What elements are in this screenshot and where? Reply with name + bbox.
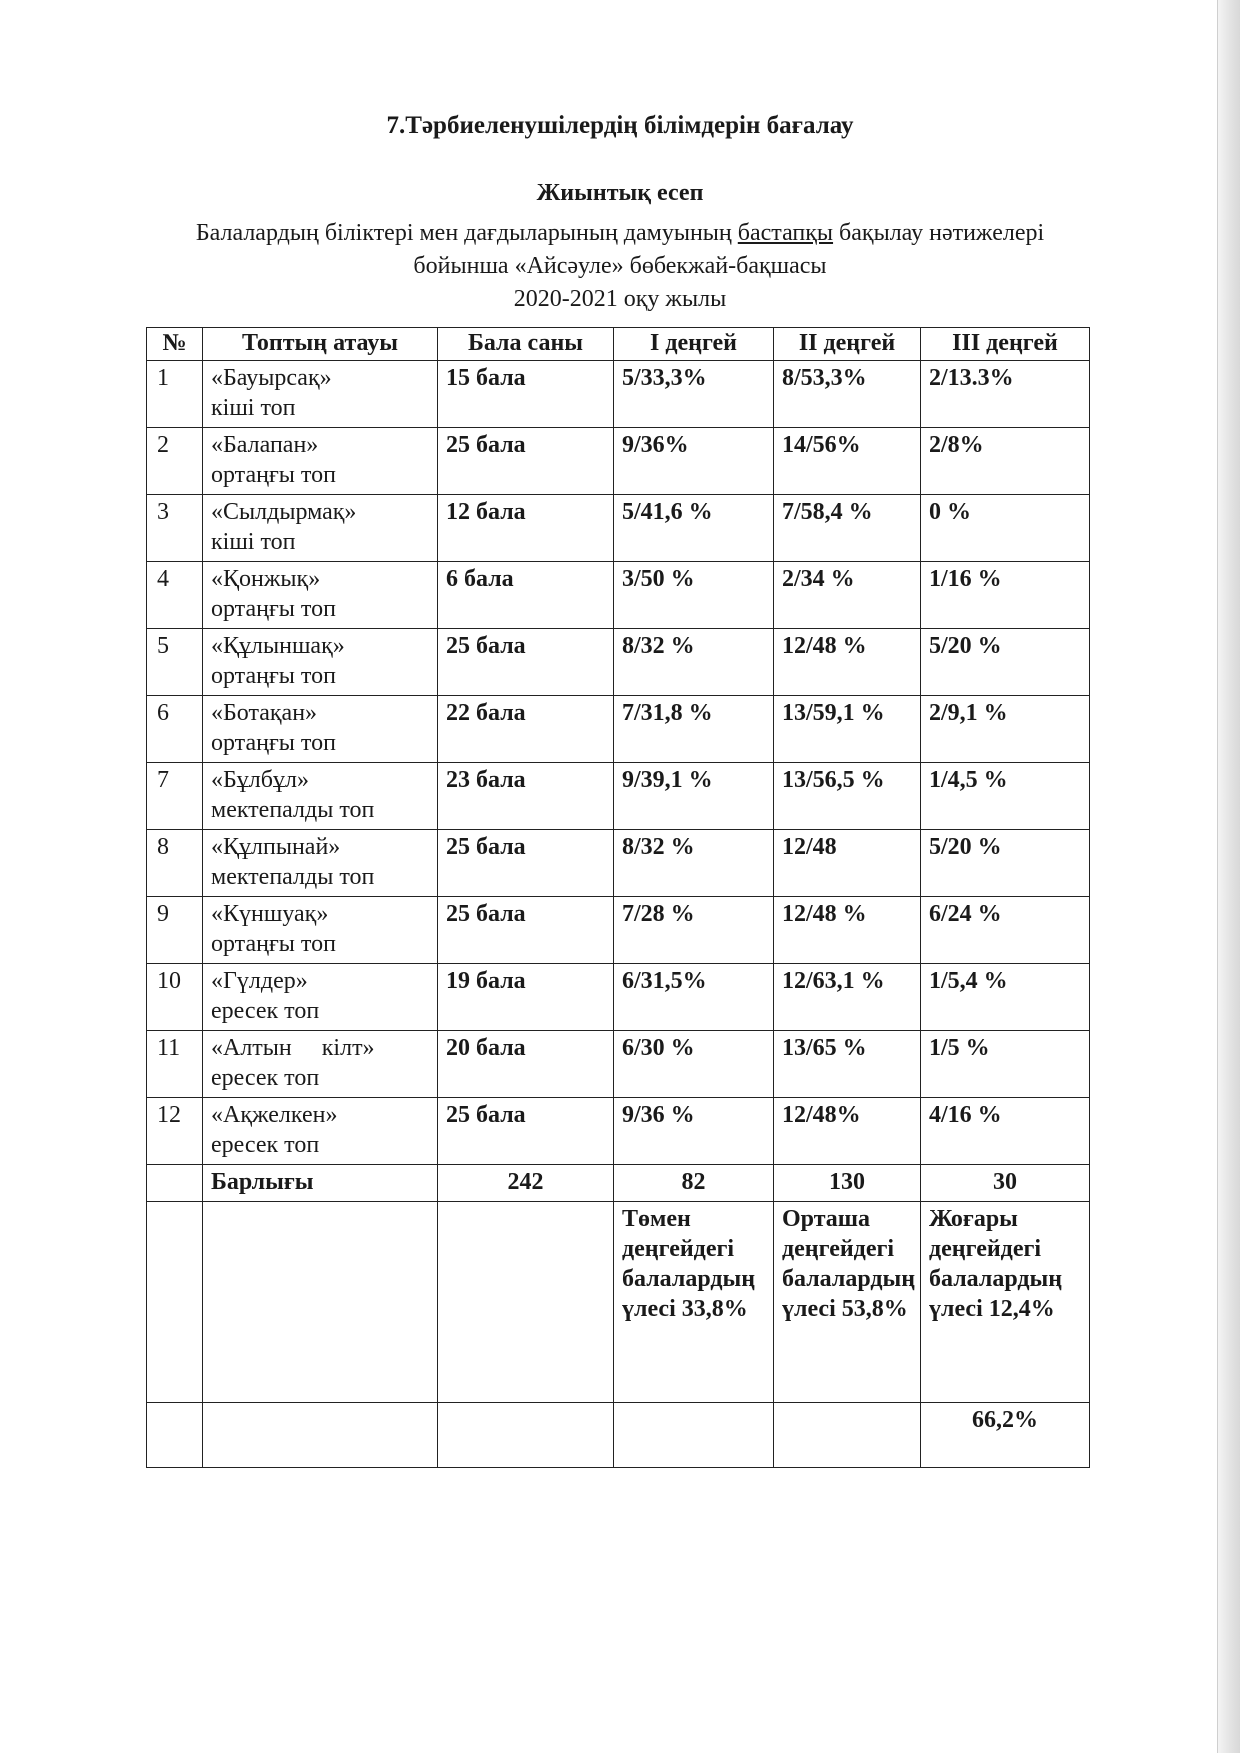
section-heading: 7.Тәрбиеленушілердің білімдерін бағалау [386,112,854,139]
child-count: 20 бала [438,1031,614,1098]
group-type: ортаңғы топ [211,596,336,622]
group-name-cell [203,361,438,428]
level-2-value: 14/56% [774,428,921,495]
group-name: «Гүлдер» [211,968,308,994]
level-3-value: 4/16 % [921,1098,1090,1165]
level-3-value: 2/13.3% [921,361,1090,428]
group-name: «Ботақан» [211,700,318,726]
level-2-value: 12/48 [774,830,921,897]
final-empty-cell [147,1403,203,1468]
level-1-value: 5/41,6 % [614,495,774,562]
group-type: ортаңғы топ [211,663,336,689]
level-1-value: 7/28 % [614,897,774,964]
total-count: 242 [438,1165,614,1202]
level-3-value: 5/20 % [921,629,1090,696]
report-title: Жиынтық есеп [536,180,704,206]
group-name-cell [203,629,438,696]
total-empty-cell [147,1165,203,1202]
group-type: кіші топ [211,395,296,421]
group-name-cell [203,964,438,1031]
level-3-value: 1/5,4 % [921,964,1090,1031]
level-1-value: 7/31,8 % [614,696,774,763]
table-row [147,562,1090,629]
total-level-2: 130 [774,1165,921,1202]
level-1-value: 9/36% [614,428,774,495]
group-name: «Алтын кілт» [211,1035,375,1061]
share-empty-cell [203,1202,438,1403]
table-row [147,428,1090,495]
level-3-value: 1/5 % [921,1031,1090,1098]
table-row [147,629,1090,696]
child-count: 23 бала [438,763,614,830]
final-empty-cell [774,1403,921,1468]
group-name-cell [203,897,438,964]
group-name: «Құлпынай» [211,834,341,860]
level-1-value: 5/33,3% [614,361,774,428]
child-count: 25 бала [438,629,614,696]
group-name-cell [203,1031,438,1098]
child-count: 19 бала [438,964,614,1031]
table-header-row [147,328,1090,361]
col-header-group-name: Топтың атауы [203,328,438,361]
level-1-value: 8/32 % [614,629,774,696]
description-text-end: бақылау нәтижелері бойынша «Айсәуле» бөбекжай-бақшасы [413,220,1045,279]
group-name-cell [203,428,438,495]
row-number: 6 [147,696,203,763]
group-name-cell [203,763,438,830]
child-count: 25 бала [438,428,614,495]
level-2-value: 13/56,5 % [774,763,921,830]
row-number: 10 [147,964,203,1031]
row-number: 5 [147,629,203,696]
child-count: 15 бала [438,361,614,428]
level-1-value: 3/50 % [614,562,774,629]
group-type: ересек топ [211,998,320,1024]
group-name: «Ақжелкен» [211,1102,338,1128]
row-number: 9 [147,897,203,964]
table-row [147,495,1090,562]
row-number: 7 [147,763,203,830]
table-row [147,763,1090,830]
level-3-value: 2/8% [921,428,1090,495]
group-name: «Күншуақ» [211,901,329,927]
group-type: ересек топ [211,1132,320,1158]
level-1-value: 6/31,5% [614,964,774,1031]
share-level-2: Орташа деңгейдегі балалардың үлесі 53,8% [774,1202,921,1403]
table-row [147,361,1090,428]
col-header-level-3: III деңгей [921,328,1090,361]
level-1-value: 6/30 % [614,1031,774,1098]
row-number: 12 [147,1098,203,1165]
group-type: ортаңғы топ [211,462,336,488]
level-3-value: 0 % [921,495,1090,562]
level-1-value: 9/39,1 % [614,763,774,830]
share-empty-cell [147,1202,203,1403]
share-level-3: Жоғары деңгейдегі балалардың үлесі 12,4% [921,1202,1090,1403]
final-empty-cell [438,1403,614,1468]
level-2-value: 7/58,4 % [774,495,921,562]
total-row [147,1165,1090,1202]
group-name-cell [203,696,438,763]
level-2-value: 12/48 % [774,629,921,696]
level-2-value: 2/34 % [774,562,921,629]
level-3-value: 1/4,5 % [921,763,1090,830]
table-row [147,964,1090,1031]
group-name: «Бауырсақ» [211,365,332,391]
level-2-value: 8/53,3% [774,361,921,428]
final-row [147,1403,1090,1468]
total-label: Барлығы [203,1165,438,1202]
child-count: 25 бала [438,897,614,964]
group-name-cell [203,1098,438,1165]
level-1-value: 8/32 % [614,830,774,897]
level-2-value: 13/59,1 % [774,696,921,763]
academic-year: 2020-2021 оқу жылы [513,286,727,312]
report-description [160,217,1080,316]
row-number: 1 [147,361,203,428]
child-count: 6 бала [438,562,614,629]
results-table [146,327,1090,1468]
table-row [147,696,1090,763]
scan-page-edge [1217,0,1240,1753]
col-header-level-1: I деңгей [614,328,774,361]
group-type: мектепалды топ [211,797,375,823]
group-name: «Балапан» [211,432,319,458]
child-count: 22 бала [438,696,614,763]
child-count: 25 бала [438,830,614,897]
description-text: Балалардың біліктері мен дағдыларының дамуының [195,220,738,246]
share-level-1: Төмен деңгейдегі балалардың үлесі 33,8% [614,1202,774,1403]
level-2-value: 12/63,1 % [774,964,921,1031]
level-2-value: 13/65 % [774,1031,921,1098]
row-number: 11 [147,1031,203,1098]
final-empty-cell [203,1403,438,1468]
final-empty-cell [614,1403,774,1468]
group-name-cell [203,830,438,897]
table-row [147,1031,1090,1098]
level-2-value: 12/48 % [774,897,921,964]
table-row [147,897,1090,964]
col-header-level-2: II деңгей [774,328,921,361]
group-type: ересек топ [211,1065,320,1091]
group-type: кіші топ [211,529,296,555]
total-level-3: 30 [921,1165,1090,1202]
col-header-number: № [147,328,203,361]
share-empty-cell [438,1202,614,1403]
total-level-1: 82 [614,1165,774,1202]
group-name-cell [203,562,438,629]
level-3-value: 5/20 % [921,830,1090,897]
group-name: «Қонжық» [211,566,321,592]
row-number: 4 [147,562,203,629]
group-name: «Құлыншақ» [211,633,345,659]
child-count: 25 бала [438,1098,614,1165]
group-type: ортаңғы топ [211,931,336,957]
level-2-value: 12/48% [774,1098,921,1165]
group-name: «Бұлбұл» [211,767,309,793]
table-row [147,1098,1090,1165]
group-name-cell [203,495,438,562]
level-1-value: 9/36 % [614,1098,774,1165]
row-number: 2 [147,428,203,495]
table-row [147,830,1090,897]
group-name: «Сылдырмақ» [211,499,357,525]
row-number: 3 [147,495,203,562]
final-level-3: 66,2% [921,1403,1090,1468]
col-header-child-count: Бала саны [438,328,614,361]
group-type: ортаңғы топ [211,730,336,756]
level-3-value: 1/16 % [921,562,1090,629]
description-underlined: бастапқы [737,220,834,246]
share-row [147,1202,1090,1403]
group-type: мектепалды топ [211,864,375,890]
child-count: 12 бала [438,495,614,562]
row-number: 8 [147,830,203,897]
level-3-value: 6/24 % [921,897,1090,964]
level-3-value: 2/9,1 % [921,696,1090,763]
